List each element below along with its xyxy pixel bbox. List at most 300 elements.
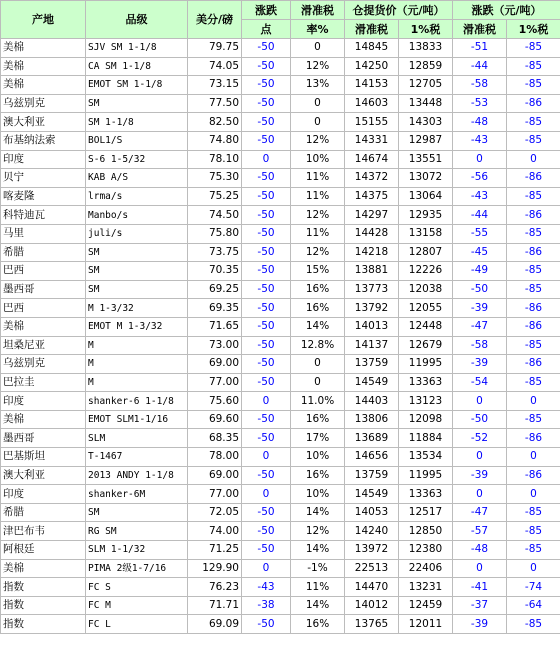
table-row — [1, 578, 560, 597]
cell-chg-1pct: -86 — [507, 206, 560, 225]
cell-origin: 澳大利亚 — [1, 466, 86, 485]
cell-spot-slide: 15155 — [345, 113, 399, 132]
cell-grade: shanker-6 1-1/8 — [86, 392, 188, 411]
cell-spot-slide: 14428 — [345, 224, 399, 243]
cell-origin: 美棉 — [1, 39, 86, 58]
cell-grade: FC L — [86, 615, 188, 634]
cell-spot-slide: 14012 — [345, 596, 399, 615]
cell-change: -50 — [242, 94, 291, 113]
cell-spot-1pct: 13833 — [399, 39, 453, 58]
cell-rate: 14% — [291, 503, 345, 522]
cell-spot-1pct: 12226 — [399, 262, 453, 281]
cell-spot-slide: 14331 — [345, 131, 399, 150]
table-row — [1, 131, 560, 150]
cell-spot-1pct: 11995 — [399, 466, 453, 485]
cell-price: 75.30 — [188, 169, 242, 188]
cell-chg-1pct: -85 — [507, 76, 560, 95]
cell-grade: BOL1/S — [86, 131, 188, 150]
table-row — [1, 262, 560, 281]
cell-origin: 澳大利亚 — [1, 113, 86, 132]
table-row — [1, 596, 560, 615]
cell-change: -50 — [242, 262, 291, 281]
cell-price: 69.09 — [188, 615, 242, 634]
cell-grade: EMOT SLM1-1/16 — [86, 410, 188, 429]
cell-grade: M — [86, 373, 188, 392]
cell-grade: M — [86, 355, 188, 374]
cell-rate: 16% — [291, 410, 345, 429]
cell-origin: 墨西哥 — [1, 429, 86, 448]
cell-price: 82.50 — [188, 113, 242, 132]
cell-spot-1pct: 12055 — [399, 299, 453, 318]
cell-change: 0 — [242, 392, 291, 411]
cell-price: 77.00 — [188, 373, 242, 392]
cell-chg-1pct: 0 — [507, 559, 560, 578]
cell-chg-1pct: -64 — [507, 596, 560, 615]
col-header-price: 美分/磅 — [188, 1, 242, 39]
cell-chg-slide: -44 — [453, 206, 507, 225]
cell-grade: Manbo/s — [86, 206, 188, 225]
col-header-change-top: 涨跌 — [242, 1, 291, 20]
cell-spot-1pct: 12935 — [399, 206, 453, 225]
cell-spot-1pct: 13534 — [399, 448, 453, 467]
cell-chg-slide: -52 — [453, 429, 507, 448]
cell-rate: 11% — [291, 169, 345, 188]
cell-spot-slide: 14137 — [345, 336, 399, 355]
cell-spot-slide: 14240 — [345, 522, 399, 541]
cell-origin: 科特迪瓦 — [1, 206, 86, 225]
cell-chg-slide: -45 — [453, 243, 507, 262]
cell-price: 74.50 — [188, 206, 242, 225]
cell-spot-1pct: 12517 — [399, 503, 453, 522]
cell-origin: 乌兹别克 — [1, 355, 86, 374]
cell-price: 78.00 — [188, 448, 242, 467]
cell-spot-slide: 13792 — [345, 299, 399, 318]
cell-chg-1pct: -86 — [507, 355, 560, 374]
cell-price: 69.35 — [188, 299, 242, 318]
cell-chg-slide: -43 — [453, 131, 507, 150]
table-row — [1, 448, 560, 467]
cell-chg-slide: -47 — [453, 503, 507, 522]
cell-change: -50 — [242, 299, 291, 318]
cell-chg-1pct: -85 — [507, 615, 560, 634]
cell-price: 79.75 — [188, 39, 242, 58]
table-row — [1, 503, 560, 522]
cell-spot-1pct: 11995 — [399, 355, 453, 374]
cell-spot-1pct: 12850 — [399, 522, 453, 541]
cell-chg-1pct: -85 — [507, 39, 560, 58]
cell-price: 77.00 — [188, 485, 242, 504]
cell-change: -50 — [242, 113, 291, 132]
cell-grade: SM — [86, 262, 188, 281]
cell-origin: 美棉 — [1, 57, 86, 76]
cell-spot-slide: 14603 — [345, 94, 399, 113]
cell-origin: 坦桑尼亚 — [1, 336, 86, 355]
cell-spot-1pct: 13448 — [399, 94, 453, 113]
cell-price: 69.25 — [188, 280, 242, 299]
cell-spot-slide: 14218 — [345, 243, 399, 262]
cell-change: -43 — [242, 578, 291, 597]
cell-chg-slide: -53 — [453, 94, 507, 113]
cell-spot-slide: 14549 — [345, 373, 399, 392]
cell-origin: 希腊 — [1, 243, 86, 262]
cell-chg-1pct: -85 — [507, 57, 560, 76]
table-row — [1, 466, 560, 485]
cell-origin: 阿根廷 — [1, 541, 86, 560]
cell-rate: 16% — [291, 466, 345, 485]
cell-change: -50 — [242, 373, 291, 392]
cell-rate: 14% — [291, 317, 345, 336]
cell-change: -50 — [242, 410, 291, 429]
col-header-change-bottom: 点 — [242, 20, 291, 39]
cell-chg-slide: -55 — [453, 224, 507, 243]
cell-grade: S-6 1-5/32 — [86, 150, 188, 169]
cell-chg-1pct: -85 — [507, 113, 560, 132]
cell-chg-slide: -48 — [453, 113, 507, 132]
cell-price: 71.25 — [188, 541, 242, 560]
cell-spot-1pct: 13064 — [399, 187, 453, 206]
cell-grade: CA SM 1-1/8 — [86, 57, 188, 76]
cell-spot-1pct: 13072 — [399, 169, 453, 188]
cell-change: 0 — [242, 150, 291, 169]
cell-price: 69.00 — [188, 355, 242, 374]
table-row — [1, 57, 560, 76]
cell-change: -50 — [242, 541, 291, 560]
cell-price: 78.10 — [188, 150, 242, 169]
table-row — [1, 243, 560, 262]
cell-change: -50 — [242, 522, 291, 541]
cell-chg-1pct: -86 — [507, 169, 560, 188]
cell-rate: 11% — [291, 578, 345, 597]
table-row — [1, 187, 560, 206]
cell-rate: 12.8% — [291, 336, 345, 355]
cell-grade: juli/s — [86, 224, 188, 243]
cell-grade: FC M — [86, 596, 188, 615]
cell-chg-slide: 0 — [453, 150, 507, 169]
cell-chg-slide: -49 — [453, 262, 507, 281]
table-row — [1, 410, 560, 429]
col-header-slide-top: 滑准税 — [291, 1, 345, 20]
cell-grade: PIMA 2级1-7/16 — [86, 559, 188, 578]
cell-spot-slide: 14053 — [345, 503, 399, 522]
cell-spot-1pct: 12859 — [399, 57, 453, 76]
cell-chg-slide: -57 — [453, 522, 507, 541]
cell-change: -50 — [242, 39, 291, 58]
cell-spot-slide: 14845 — [345, 39, 399, 58]
cell-spot-slide: 14549 — [345, 485, 399, 504]
table-row — [1, 169, 560, 188]
cell-spot-1pct: 13231 — [399, 578, 453, 597]
cell-origin: 巴西 — [1, 262, 86, 281]
table-row — [1, 280, 560, 299]
cell-rate: 0 — [291, 373, 345, 392]
cell-spot-slide: 14372 — [345, 169, 399, 188]
cell-rate: 0 — [291, 113, 345, 132]
cell-change: -50 — [242, 243, 291, 262]
cell-origin: 巴西 — [1, 299, 86, 318]
cell-grade: KAB A/S — [86, 169, 188, 188]
cell-spot-slide: 13759 — [345, 355, 399, 374]
cell-change: -50 — [242, 466, 291, 485]
cell-origin: 印度 — [1, 150, 86, 169]
cell-grade: shanker-6M — [86, 485, 188, 504]
cell-change: -50 — [242, 57, 291, 76]
cell-change: -50 — [242, 280, 291, 299]
table-row — [1, 429, 560, 448]
cell-change: -50 — [242, 429, 291, 448]
table-row — [1, 76, 560, 95]
cell-rate: 11% — [291, 224, 345, 243]
cell-chg-1pct: 0 — [507, 392, 560, 411]
cell-spot-1pct: 12459 — [399, 596, 453, 615]
cell-grade: EMOT SM 1-1/8 — [86, 76, 188, 95]
cell-chg-slide: -48 — [453, 541, 507, 560]
table-row — [1, 150, 560, 169]
cell-chg-1pct: 0 — [507, 150, 560, 169]
cell-spot-slide: 13881 — [345, 262, 399, 281]
cell-grade: RG SM — [86, 522, 188, 541]
cell-chg-slide: 0 — [453, 448, 507, 467]
cell-grade: EMOT M 1-3/32 — [86, 317, 188, 336]
cell-spot-slide: 14013 — [345, 317, 399, 336]
cell-spot-1pct: 12098 — [399, 410, 453, 429]
cell-change: 0 — [242, 559, 291, 578]
cell-origin: 布基纳法索 — [1, 131, 86, 150]
table-row — [1, 373, 560, 392]
cell-rate: 15% — [291, 262, 345, 281]
table-row — [1, 317, 560, 336]
cell-grade: SM 1-1/8 — [86, 113, 188, 132]
cell-price: 74.05 — [188, 57, 242, 76]
cell-chg-1pct: 0 — [507, 448, 560, 467]
cell-chg-1pct: -85 — [507, 187, 560, 206]
col-header-chg-title: 涨跌（元/吨） — [453, 1, 560, 20]
cell-price: 73.00 — [188, 336, 242, 355]
cell-chg-1pct: -85 — [507, 522, 560, 541]
cell-grade: lrma/s — [86, 187, 188, 206]
cell-spot-slide: 13806 — [345, 410, 399, 429]
cell-change: -50 — [242, 317, 291, 336]
cell-rate: 11% — [291, 187, 345, 206]
cell-grade: SJV SM 1-1/8 — [86, 39, 188, 58]
table-row — [1, 355, 560, 374]
header-row-1 — [1, 1, 560, 20]
cell-rate: 14% — [291, 596, 345, 615]
cell-price: 72.05 — [188, 503, 242, 522]
table-row — [1, 206, 560, 225]
cell-spot-1pct: 11884 — [399, 429, 453, 448]
cell-price: 75.80 — [188, 224, 242, 243]
cell-rate: 0 — [291, 94, 345, 113]
cell-rate: 17% — [291, 429, 345, 448]
cell-chg-slide: 0 — [453, 559, 507, 578]
cell-rate: 12% — [291, 243, 345, 262]
col-header-origin: 产地 — [1, 1, 86, 39]
cell-price: 69.00 — [188, 466, 242, 485]
cell-change: -50 — [242, 615, 291, 634]
col-header-spot-slide: 滑准税 — [345, 20, 399, 39]
cell-price: 129.90 — [188, 559, 242, 578]
table-row — [1, 541, 560, 560]
cell-grade: M 1-3/32 — [86, 299, 188, 318]
cell-chg-slide: -58 — [453, 336, 507, 355]
cell-chg-slide: -39 — [453, 355, 507, 374]
col-header-spot-title: 仓提货价（元/吨） — [345, 1, 453, 20]
cell-chg-slide: -50 — [453, 410, 507, 429]
cell-chg-slide: 0 — [453, 392, 507, 411]
cell-origin: 马里 — [1, 224, 86, 243]
table-row — [1, 39, 560, 58]
table-row — [1, 94, 560, 113]
table-row — [1, 224, 560, 243]
cell-change: -50 — [242, 76, 291, 95]
cell-spot-1pct: 12380 — [399, 541, 453, 560]
cell-chg-slide: -44 — [453, 57, 507, 76]
cell-spot-1pct: 12038 — [399, 280, 453, 299]
cell-chg-slide: -54 — [453, 373, 507, 392]
cell-spot-slide: 14470 — [345, 578, 399, 597]
cell-spot-slide: 13765 — [345, 615, 399, 634]
cell-rate: 16% — [291, 615, 345, 634]
cell-spot-1pct: 12011 — [399, 615, 453, 634]
cell-change: -50 — [242, 503, 291, 522]
cell-chg-1pct: -85 — [507, 280, 560, 299]
table-row — [1, 336, 560, 355]
cell-spot-slide: 14656 — [345, 448, 399, 467]
cell-spot-slide: 14153 — [345, 76, 399, 95]
cell-origin: 墨西哥 — [1, 280, 86, 299]
col-header-grade: 品级 — [86, 1, 188, 39]
cell-rate: 14% — [291, 541, 345, 560]
cell-rate: 10% — [291, 150, 345, 169]
cell-rate: -1% — [291, 559, 345, 578]
cell-chg-1pct: -74 — [507, 578, 560, 597]
table-row — [1, 485, 560, 504]
cell-origin: 美棉 — [1, 559, 86, 578]
cell-chg-1pct: -86 — [507, 317, 560, 336]
cell-rate: 12% — [291, 131, 345, 150]
cell-spot-slide: 14375 — [345, 187, 399, 206]
cell-origin: 乌兹别克 — [1, 94, 86, 113]
table-row — [1, 522, 560, 541]
cell-chg-1pct: -85 — [507, 410, 560, 429]
cell-origin: 美棉 — [1, 410, 86, 429]
cell-price: 75.60 — [188, 392, 242, 411]
cell-spot-1pct: 12807 — [399, 243, 453, 262]
cell-chg-1pct: -85 — [507, 541, 560, 560]
cell-chg-1pct: -86 — [507, 243, 560, 262]
cell-spot-1pct: 13363 — [399, 373, 453, 392]
col-header-slide-bottom: 率% — [291, 20, 345, 39]
cell-spot-1pct: 12679 — [399, 336, 453, 355]
cell-grade: T-1467 — [86, 448, 188, 467]
cell-grade: FC S — [86, 578, 188, 597]
cell-change: 0 — [242, 448, 291, 467]
cell-chg-1pct: -86 — [507, 429, 560, 448]
cell-spot-1pct: 13123 — [399, 392, 453, 411]
cell-chg-1pct: -85 — [507, 373, 560, 392]
cell-chg-1pct: -85 — [507, 131, 560, 150]
table-row — [1, 392, 560, 411]
cell-price: 71.71 — [188, 596, 242, 615]
cell-spot-slide: 13773 — [345, 280, 399, 299]
cell-chg-1pct: -86 — [507, 299, 560, 318]
cell-origin: 巴拉圭 — [1, 373, 86, 392]
cell-chg-slide: -51 — [453, 39, 507, 58]
cell-rate: 16% — [291, 299, 345, 318]
cell-chg-slide: -58 — [453, 76, 507, 95]
cell-rate: 12% — [291, 57, 345, 76]
cell-chg-slide: -56 — [453, 169, 507, 188]
cell-rate: 10% — [291, 485, 345, 504]
cell-spot-slide: 13759 — [345, 466, 399, 485]
cell-spot-1pct: 12448 — [399, 317, 453, 336]
cell-price: 68.35 — [188, 429, 242, 448]
col-header-spot-1pct: 1%税 — [399, 20, 453, 39]
col-header-chg-slide: 滑准税 — [453, 20, 507, 39]
cell-spot-slide: 14674 — [345, 150, 399, 169]
cell-chg-1pct: -85 — [507, 503, 560, 522]
cell-chg-slide: -39 — [453, 299, 507, 318]
cell-origin: 贝宁 — [1, 169, 86, 188]
cell-spot-slide: 22513 — [345, 559, 399, 578]
cell-rate: 11.0% — [291, 392, 345, 411]
cell-chg-slide: -41 — [453, 578, 507, 597]
cell-chg-1pct: -85 — [507, 262, 560, 281]
cell-spot-slide: 13689 — [345, 429, 399, 448]
cell-price: 76.23 — [188, 578, 242, 597]
cell-origin: 希腊 — [1, 503, 86, 522]
cell-origin: 印度 — [1, 392, 86, 411]
cell-grade: SM — [86, 280, 188, 299]
cell-price: 74.00 — [188, 522, 242, 541]
cell-change: -50 — [242, 169, 291, 188]
cell-grade: SM — [86, 503, 188, 522]
cell-origin: 津巴布韦 — [1, 522, 86, 541]
table-row — [1, 113, 560, 132]
cell-origin: 喀麦隆 — [1, 187, 86, 206]
cell-chg-slide: 0 — [453, 485, 507, 504]
cell-chg-1pct: -86 — [507, 466, 560, 485]
cell-price: 70.35 — [188, 262, 242, 281]
cell-grade: 2013 ANDY 1-1/8 — [86, 466, 188, 485]
cell-grade: SLM — [86, 429, 188, 448]
cell-change: -50 — [242, 224, 291, 243]
cell-change: -50 — [242, 355, 291, 374]
cell-grade: SM — [86, 94, 188, 113]
cell-spot-1pct: 13363 — [399, 485, 453, 504]
table-row — [1, 299, 560, 318]
cell-change: 0 — [242, 485, 291, 504]
cell-spot-1pct: 13158 — [399, 224, 453, 243]
cell-change: -50 — [242, 206, 291, 225]
cell-chg-1pct: 0 — [507, 485, 560, 504]
cell-origin: 美棉 — [1, 317, 86, 336]
cell-spot-1pct: 12987 — [399, 131, 453, 150]
cell-origin: 美棉 — [1, 76, 86, 95]
cell-price: 74.80 — [188, 131, 242, 150]
cell-spot-slide: 13972 — [345, 541, 399, 560]
cell-chg-1pct: -85 — [507, 224, 560, 243]
cell-grade: M — [86, 336, 188, 355]
cell-rate: 0 — [291, 39, 345, 58]
cell-price: 75.25 — [188, 187, 242, 206]
table-row — [1, 615, 560, 634]
cell-spot-1pct: 14303 — [399, 113, 453, 132]
cell-chg-slide: -47 — [453, 317, 507, 336]
cell-price: 73.75 — [188, 243, 242, 262]
cell-origin: 指数 — [1, 578, 86, 597]
col-header-chg-1pct: 1%税 — [507, 20, 560, 39]
